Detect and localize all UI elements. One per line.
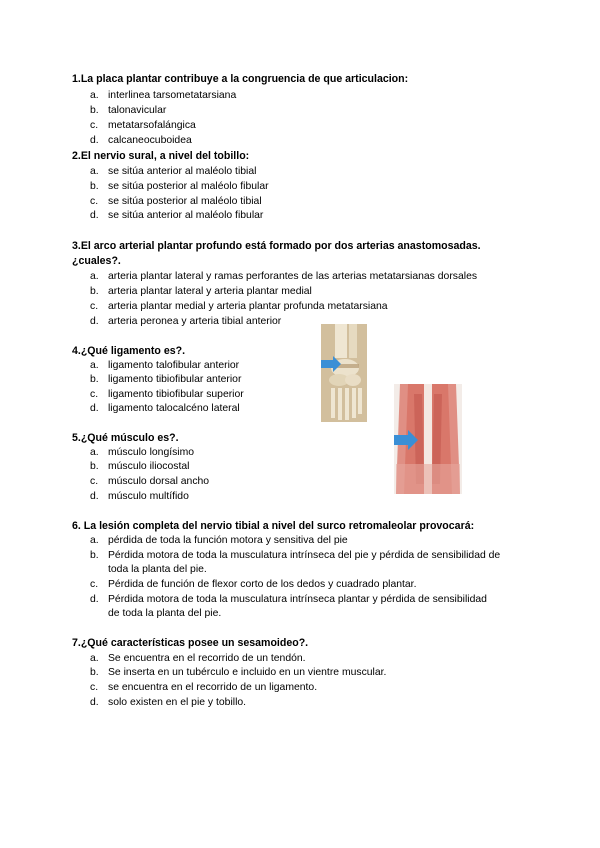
question-3-title-line1: 3.El arco arterial plantar profundo está formado por dos arterias anastomosadas. bbox=[72, 240, 481, 252]
ankle-ligament-image bbox=[321, 324, 367, 422]
back-muscles-illustration bbox=[394, 384, 462, 494]
option-text: solo existen en el pie y tobillo. bbox=[108, 697, 247, 708]
option-text: arteria peronea y arteria tibial anterior bbox=[108, 316, 282, 327]
option-letter: c. bbox=[90, 389, 99, 400]
option-letter: c. bbox=[90, 196, 99, 207]
q2-option-d bbox=[90, 209, 530, 224]
ankle-bones-illustration bbox=[321, 324, 367, 422]
option-letter: a. bbox=[90, 535, 99, 546]
option-text: músculo iliocostal bbox=[108, 461, 190, 472]
q1-option-c bbox=[90, 119, 530, 134]
option-text: se sitúa posterior al maléolo fibular bbox=[108, 181, 269, 192]
q2-option-a bbox=[90, 165, 530, 180]
option-text-line1: Pérdida motora de toda la musculatura intrínseca del pie y pérdida de sensibilidad de bbox=[108, 550, 501, 561]
option-letter: b. bbox=[90, 461, 99, 472]
option-text: metatarsofalángica bbox=[108, 120, 196, 131]
option-text: ligamento talofibular anterior bbox=[108, 360, 240, 371]
option-text: músculo longísimo bbox=[108, 447, 195, 458]
option-letter: d. bbox=[90, 697, 99, 708]
option-text: pérdida de toda la función motora y sensitiva del pie bbox=[108, 535, 348, 546]
q5-option-b bbox=[90, 460, 530, 475]
q6-option-c bbox=[90, 578, 530, 593]
q6-option-d-continued bbox=[108, 607, 548, 622]
q5-option-c bbox=[90, 475, 530, 490]
option-text: Se encuentra en el recorrido de un tendón. bbox=[108, 653, 306, 664]
option-letter: b. bbox=[90, 181, 99, 192]
question-1-title: 1.La placa plantar contribuye a la congruencia de que articulacion: bbox=[72, 73, 409, 85]
option-text: arteria plantar lateral y ramas perforantes de las arterias metatarsianas dorsales bbox=[108, 271, 478, 282]
q1-option-d bbox=[90, 134, 530, 149]
option-text: se sitúa anterior al maléolo fibular bbox=[108, 210, 264, 221]
option-letter: b. bbox=[90, 374, 99, 385]
option-text: músculo dorsal ancho bbox=[108, 476, 210, 487]
option-letter: b. bbox=[90, 667, 99, 678]
option-text: músculo multífido bbox=[108, 491, 189, 502]
option-text: Pérdida de función de flexor corto de los dedos y cuadrado plantar. bbox=[108, 579, 417, 590]
option-text-line2: toda la planta del pie. bbox=[108, 564, 207, 575]
option-letter: a. bbox=[90, 360, 99, 371]
option-text: se sitúa anterior al maléolo tibial bbox=[108, 166, 257, 177]
option-letter: d. bbox=[90, 594, 99, 605]
option-letter: a. bbox=[90, 271, 99, 282]
q4-option-c bbox=[90, 388, 530, 403]
option-letter: a. bbox=[90, 90, 99, 101]
option-letter: a. bbox=[90, 447, 99, 458]
option-text: calcaneocuboidea bbox=[108, 135, 192, 146]
question-4-title: 4.¿Qué ligamento es?. bbox=[72, 345, 186, 357]
option-text: se sitúa posterior al maléolo tibial bbox=[108, 196, 262, 207]
option-letter: b. bbox=[90, 286, 99, 297]
q4-option-a bbox=[90, 359, 530, 374]
option-letter: d. bbox=[90, 135, 99, 146]
q5-option-d bbox=[90, 490, 530, 505]
option-text: se encuentra en el recorrido de un ligamento. bbox=[108, 682, 318, 693]
q6-option-a bbox=[90, 534, 530, 549]
option-letter: d. bbox=[90, 210, 99, 221]
back-muscle-image bbox=[394, 384, 462, 494]
q3-option-d bbox=[90, 315, 530, 330]
option-text: arteria plantar lateral y arteria plantar medial bbox=[108, 286, 312, 297]
option-letter: c. bbox=[90, 682, 99, 693]
option-text: ligamento tibiofibular superior bbox=[108, 389, 244, 400]
q3-option-c bbox=[90, 300, 530, 315]
option-letter: d. bbox=[90, 316, 99, 327]
option-text: Se inserta en un tubérculo e incluido en un vientre muscular. bbox=[108, 667, 387, 678]
option-letter: c. bbox=[90, 579, 99, 590]
option-text: interlinea tarsometatarsiana bbox=[108, 90, 237, 101]
q7-option-b bbox=[90, 666, 530, 681]
question-3-title-line2: ¿cuales?. bbox=[72, 255, 121, 267]
q3-option-b bbox=[90, 285, 530, 300]
option-letter: c. bbox=[90, 120, 99, 131]
option-text-line2: de toda la planta del pie. bbox=[108, 608, 222, 619]
option-letter: c. bbox=[90, 301, 99, 312]
q1-option-a bbox=[90, 89, 530, 104]
q6-option-d bbox=[90, 593, 530, 608]
q6-option-b bbox=[90, 549, 530, 564]
option-letter: c. bbox=[90, 476, 99, 487]
question-7-title: 7.¿Qué características posee un sesamoideo?. bbox=[72, 637, 309, 649]
q3-option-a bbox=[90, 270, 530, 285]
q6-option-b-continued bbox=[108, 563, 548, 578]
q4-option-b bbox=[90, 373, 530, 388]
option-text: talonavicular bbox=[108, 105, 167, 116]
q4-option-d bbox=[90, 402, 530, 417]
question-6-title: 6. La lesión completa del nervio tibial a nivel del surco retromaleolar provocará: bbox=[72, 520, 475, 532]
q2-option-c bbox=[90, 195, 530, 210]
question-2-title: 2.El nervio sural, a nivel del tobillo: bbox=[72, 150, 250, 162]
option-text: ligamento talocalcéno lateral bbox=[108, 403, 240, 414]
option-text: arteria plantar medial y arteria plantar profunda metatarsiana bbox=[108, 301, 388, 312]
q5-option-a bbox=[90, 446, 530, 461]
option-letter: d. bbox=[90, 491, 99, 502]
option-letter: d. bbox=[90, 403, 99, 414]
option-letter: b. bbox=[90, 550, 99, 561]
question-5-title: 5.¿Qué músculo es?. bbox=[72, 432, 179, 444]
option-letter: b. bbox=[90, 105, 99, 116]
q1-option-b bbox=[90, 104, 530, 119]
q7-option-a bbox=[90, 652, 530, 667]
q2-option-b bbox=[90, 180, 530, 195]
option-text-line1: Pérdida motora de toda la musculatura intrínseca plantar y pérdida de sensibilidad bbox=[108, 594, 487, 605]
option-text: ligamento tibiofibular anterior bbox=[108, 374, 242, 385]
option-letter: a. bbox=[90, 166, 99, 177]
option-letter: a. bbox=[90, 653, 99, 664]
q7-option-d bbox=[90, 696, 530, 711]
q7-option-c bbox=[90, 681, 530, 696]
